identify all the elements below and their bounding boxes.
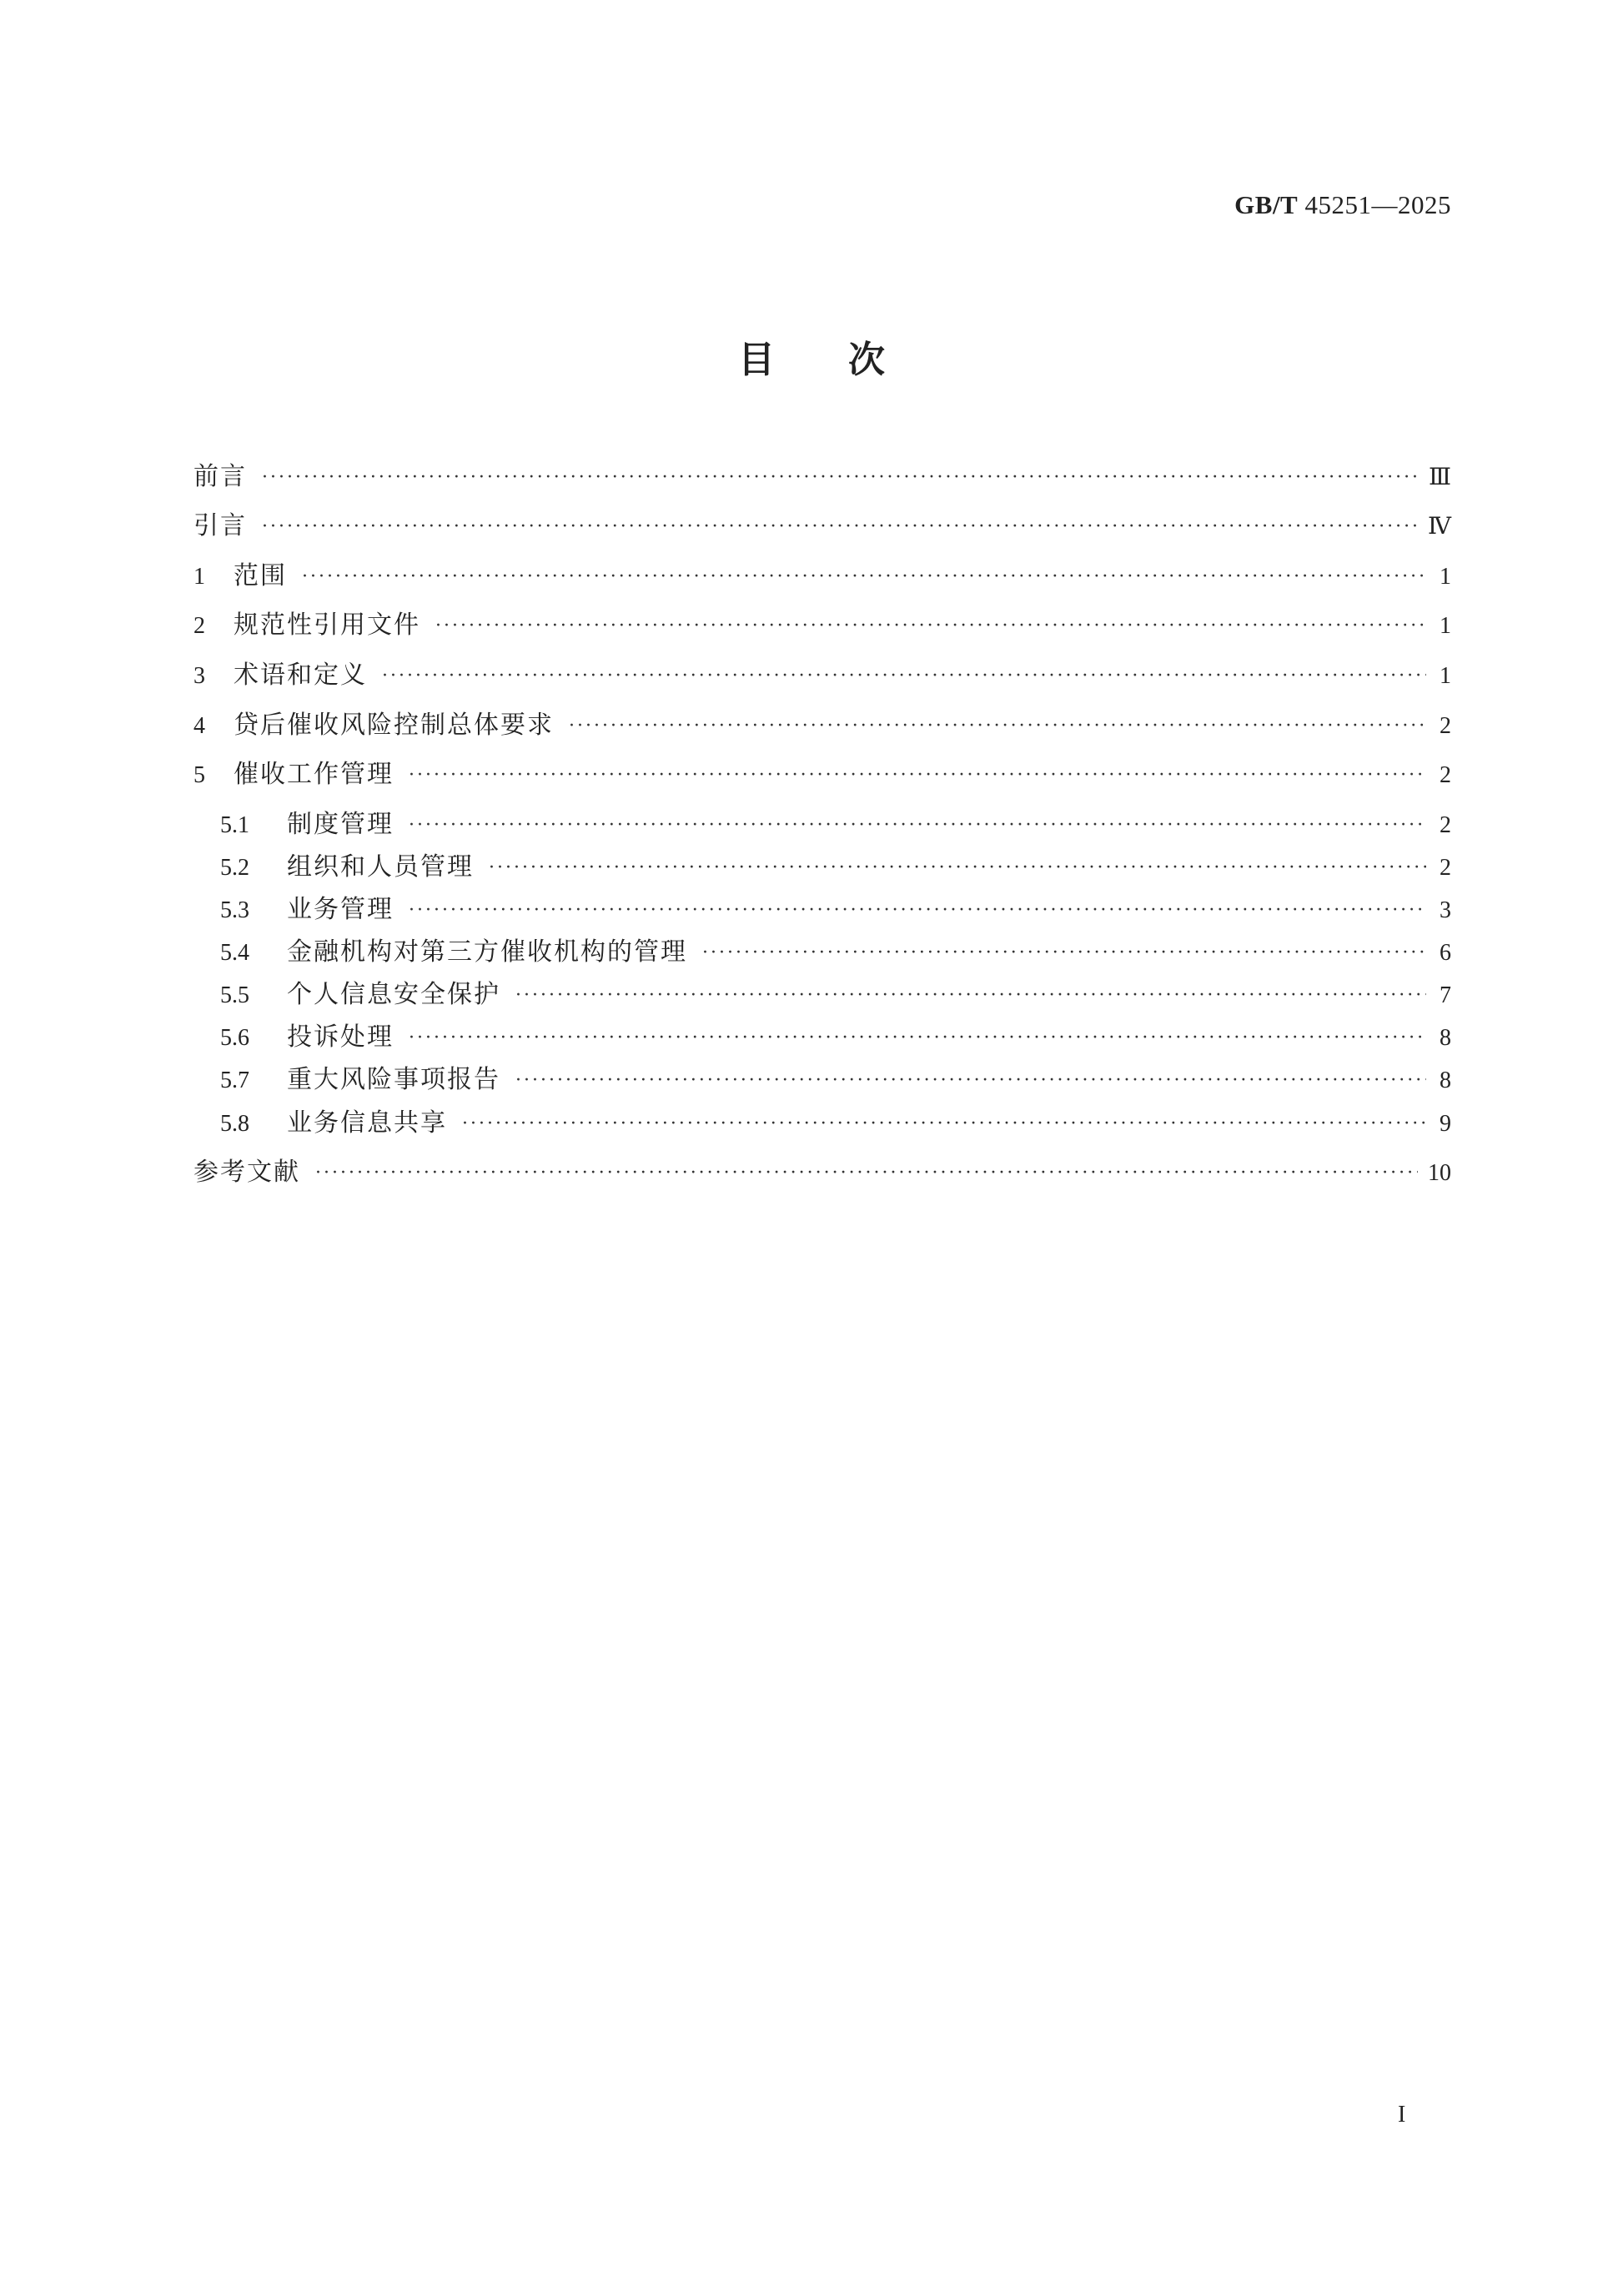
toc-page-number: 2 <box>1440 713 1451 739</box>
toc-page-number: 6 <box>1440 940 1451 966</box>
toc-number: 1 <box>193 564 205 590</box>
toc-entry-5-4[interactable] <box>220 936 1451 972</box>
page-title: 目次 <box>738 339 958 381</box>
standard-prefix: GB/T <box>1234 190 1299 219</box>
toc-page-number: 7 <box>1440 982 1451 1008</box>
toc-number: 3 <box>193 663 205 689</box>
toc-page-number: 10 <box>1428 1160 1451 1186</box>
toc-leader <box>569 710 1426 743</box>
toc-entry-1[interactable] <box>193 560 1451 595</box>
toc-page-number: 8 <box>1440 1025 1451 1051</box>
toc-label: 重大风险事项报告 <box>287 1065 500 1094</box>
toc-page-number: 9 <box>1440 1111 1451 1137</box>
toc-page-number: 3 <box>1440 897 1451 923</box>
toc-leader <box>262 461 1419 495</box>
toc-leader <box>409 1022 1426 1055</box>
toc-page-number: Ⅲ <box>1428 465 1451 490</box>
toc-page-number: 8 <box>1440 1068 1451 1093</box>
toc-entry-2[interactable] <box>193 609 1451 645</box>
toc-leader <box>262 510 1418 544</box>
toc-number: 5.1 <box>220 812 249 838</box>
toc-entry-5-2[interactable] <box>220 851 1451 887</box>
toc-label: 组织和人员管理 <box>287 852 474 882</box>
toc-label: 规范性引用文件 <box>234 610 420 640</box>
toc-page-number: 2 <box>1440 812 1451 838</box>
toc-leader <box>315 1157 1418 1190</box>
toc-label: 前言 <box>193 462 247 491</box>
toc-number: 5.7 <box>220 1068 249 1093</box>
toc-label: 业务信息共享 <box>287 1108 447 1138</box>
toc-leader <box>515 1064 1426 1098</box>
toc-leader <box>409 809 1426 842</box>
toc-page-number: 1 <box>1440 663 1451 689</box>
toc-number: 5 <box>193 762 205 788</box>
toc-entry-5-7[interactable] <box>220 1063 1451 1099</box>
toc-entry-3[interactable] <box>193 659 1451 695</box>
toc-leader <box>515 979 1426 1012</box>
toc-entry-foreword[interactable] <box>193 460 1451 496</box>
toc-leader <box>489 852 1426 885</box>
toc-entry-5-8[interactable] <box>220 1107 1451 1143</box>
toc-number: 5.8 <box>220 1111 249 1137</box>
toc-label: 催收工作管理 <box>234 760 394 789</box>
toc-entry-introduction[interactable] <box>193 510 1451 545</box>
toc-number: 5.6 <box>220 1025 249 1051</box>
toc-leader <box>435 610 1426 643</box>
toc-leader <box>382 660 1426 693</box>
toc-leader <box>462 1108 1426 1141</box>
toc-number: 5.5 <box>220 982 249 1008</box>
toc-entry-5-5[interactable] <box>220 978 1451 1014</box>
toc-number: 4 <box>193 713 205 739</box>
toc-entry-5[interactable] <box>193 758 1451 794</box>
toc-page-number: Ⅳ <box>1428 514 1451 540</box>
toc-leader <box>409 894 1426 927</box>
toc-page-number: 1 <box>1440 564 1451 590</box>
toc-page-number: 1 <box>1440 613 1451 639</box>
toc-page-number: 2 <box>1440 855 1451 881</box>
page-folio: I <box>1398 2102 1406 2128</box>
toc-number: 2 <box>193 613 205 639</box>
toc-label: 参考文献 <box>193 1158 300 1187</box>
toc-label: 个人信息安全保护 <box>287 980 500 1009</box>
toc-label: 贷后催收风险控制总体要求 <box>234 711 554 740</box>
toc-number: 5.2 <box>220 855 249 881</box>
toc-label: 引言 <box>193 511 247 540</box>
toc-entry-5-6[interactable] <box>220 1021 1451 1057</box>
standard-number: 45251—2025 <box>1304 190 1451 219</box>
toc-label: 术语和定义 <box>234 661 367 690</box>
toc-entry-5-1[interactable] <box>220 808 1451 844</box>
toc-leader <box>409 759 1426 792</box>
toc-label: 制度管理 <box>287 810 394 839</box>
toc-label: 金融机构对第三方催收机构的管理 <box>287 937 687 967</box>
toc-leader <box>702 937 1426 970</box>
toc-entry-5-3[interactable] <box>220 893 1451 929</box>
standard-code <box>1234 190 1451 220</box>
toc-entry-bibliography[interactable] <box>193 1156 1451 1192</box>
toc-number: 5.3 <box>220 897 249 923</box>
toc-label: 业务管理 <box>287 895 394 924</box>
toc-page-number: 2 <box>1440 762 1451 788</box>
toc-label: 投诉处理 <box>287 1022 394 1052</box>
toc-entry-4[interactable] <box>193 709 1451 745</box>
toc-label: 范围 <box>234 561 287 590</box>
toc-leader <box>302 560 1426 594</box>
toc-number: 5.4 <box>220 940 249 966</box>
